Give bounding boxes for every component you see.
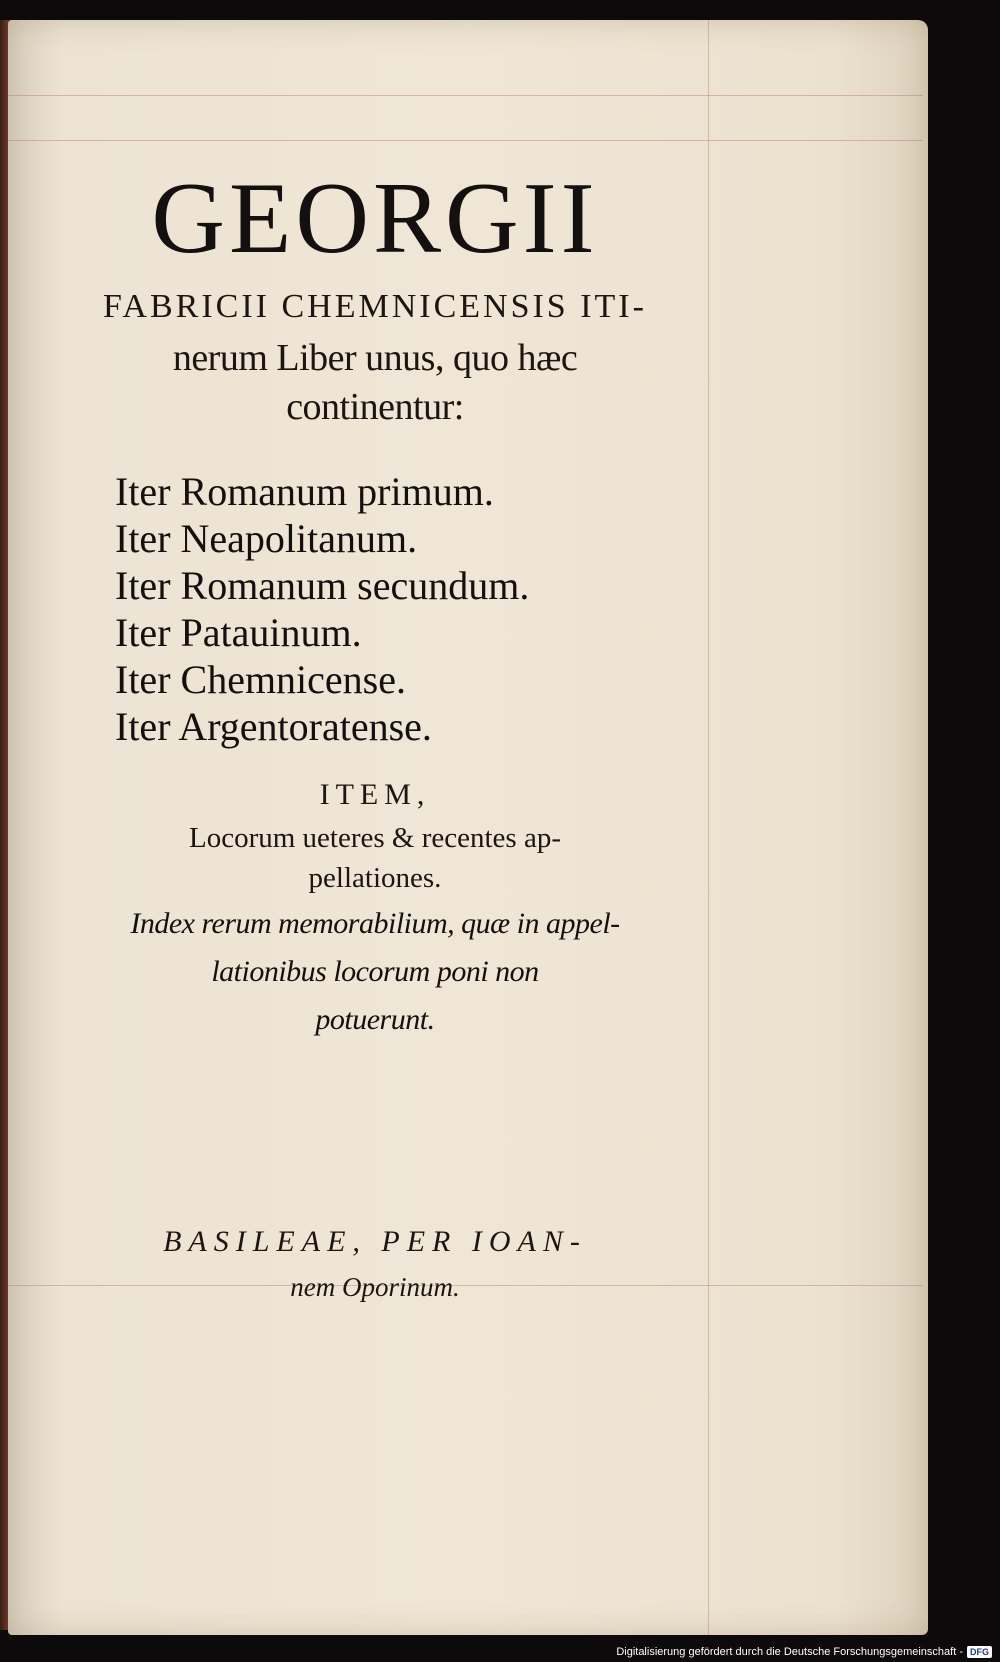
subtitle-line-2: nerum Liber unus, quo hæc bbox=[172, 337, 578, 379]
item-line-1: Locorum ueteres & recentes ap- bbox=[189, 822, 561, 854]
index-line-1: Index rerum memorabilium, quæ in appel- bbox=[130, 907, 620, 940]
contents-item: Iter Argentoratense. bbox=[115, 704, 432, 749]
margin-rule-top-inner bbox=[8, 140, 923, 141]
item-paragraph bbox=[45, 818, 705, 898]
contents-item: Iter Romanum primum. bbox=[115, 469, 494, 514]
index-line-3: potuerunt. bbox=[315, 1003, 435, 1036]
imprint-line-2: nem Oporinum. bbox=[290, 1272, 460, 1302]
subtitle-line-1: FABRICII CHEMNICENSIS ITI- bbox=[103, 288, 647, 325]
subtitle-line-3: continentur: bbox=[286, 386, 464, 429]
margin-rule-top bbox=[8, 95, 923, 96]
index-line-2: lationibus locorum poni non bbox=[211, 955, 539, 988]
contents-item: Iter Patauinum. bbox=[115, 610, 362, 655]
book-title: GEORGII bbox=[151, 162, 599, 275]
contents-list bbox=[115, 468, 675, 750]
item-line-2: pellationes. bbox=[308, 862, 442, 894]
item-heading: ITEM, bbox=[319, 778, 431, 811]
dfg-logo-icon: DFG bbox=[967, 1646, 992, 1658]
margin-rule-right bbox=[708, 20, 709, 1635]
footer-credit: Digitalisierung gefördert durch die Deutsche Forschungsgemeinschaft - bbox=[616, 1646, 963, 1658]
contents-item: Iter Romanum secundum. bbox=[115, 563, 530, 608]
subtitle-block bbox=[45, 334, 705, 433]
contents-item: Iter Neapolitanum. bbox=[115, 516, 418, 561]
contents-item: Iter Chemnicense. bbox=[115, 657, 406, 702]
index-paragraph bbox=[45, 900, 705, 1044]
digitization-footer bbox=[616, 1646, 992, 1658]
imprint-line-1: BASILEAE, PER IOAN- bbox=[163, 1225, 587, 1258]
